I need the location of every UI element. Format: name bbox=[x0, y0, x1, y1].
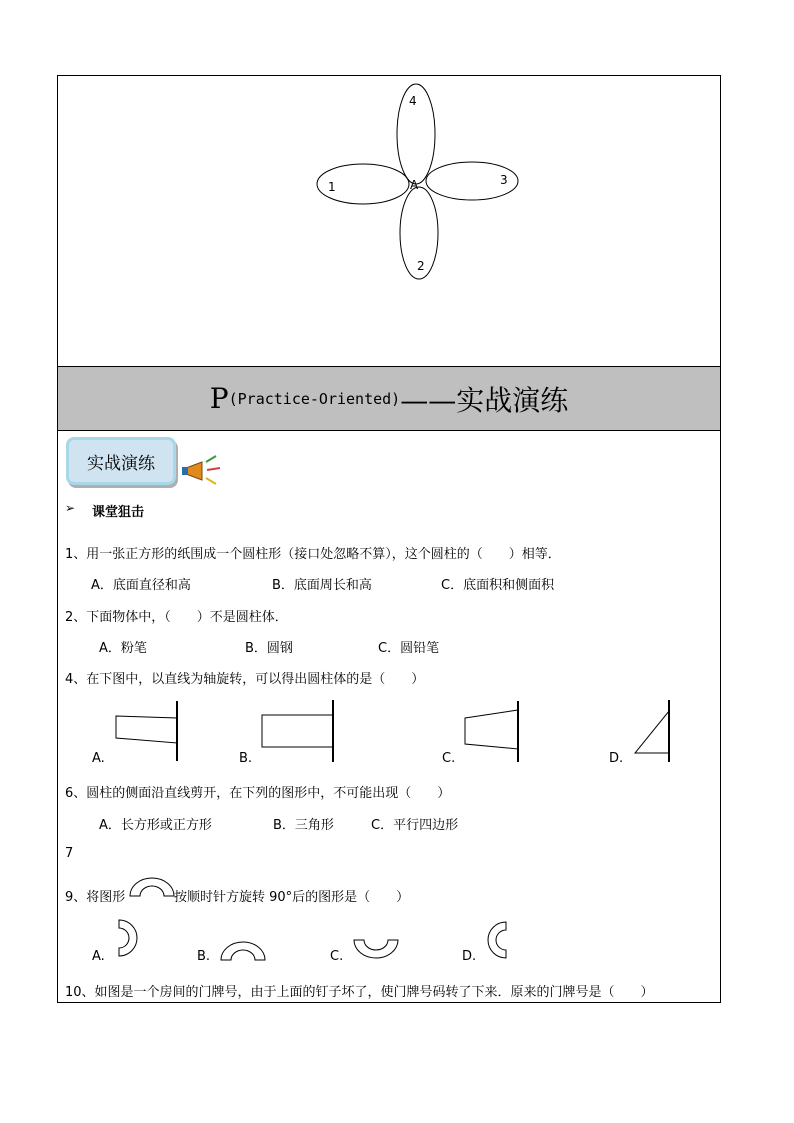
section-title: 课堂狙击 bbox=[92, 505, 145, 520]
q9-option-b: B. bbox=[197, 949, 211, 964]
q4-figure-c bbox=[465, 701, 518, 762]
petal-label-3: 3 bbox=[500, 173, 508, 187]
banner-subtitle: (Practice-Oriented) bbox=[228, 389, 401, 408]
q4-option-a: A. bbox=[92, 751, 105, 766]
q1-option-c: C．底面积和侧面积 bbox=[441, 578, 555, 593]
q4-figure-a bbox=[116, 701, 177, 761]
q9-figure-c bbox=[354, 940, 398, 958]
q9-figures bbox=[58, 916, 720, 966]
petal-label-4: 4 bbox=[409, 94, 417, 108]
q9-arch-shape bbox=[128, 876, 176, 898]
q9-option-c: C. bbox=[330, 949, 344, 964]
q6-option-b: B．三角形 bbox=[273, 818, 334, 833]
q9-option-d: D. bbox=[462, 949, 477, 964]
q9-option-a: A. bbox=[92, 949, 105, 964]
question-7: 7 bbox=[65, 846, 74, 861]
question-4: 4、在下图中，以直线为轴旋转，可以得出圆柱体的是（ ） bbox=[65, 672, 425, 687]
petal-label-2: 2 bbox=[417, 259, 425, 273]
q1-option-b: B．底面周长和高 bbox=[272, 578, 372, 593]
q1-option-a: A．底面直径和高 bbox=[91, 578, 191, 593]
q4-figure-b bbox=[262, 700, 333, 762]
banner-title: ——实战演练 bbox=[400, 383, 569, 417]
q4-option-b: B. bbox=[239, 751, 253, 766]
question-1: 1、用一张正方形的纸围成一个圆柱形（接口处忽略不算），这个圆柱的（ ）相等． bbox=[65, 547, 561, 562]
q2-option-b: B．圆钢 bbox=[245, 641, 293, 656]
flower-center-label: A bbox=[410, 178, 419, 192]
q2-option-a: A．粉笔 bbox=[99, 641, 147, 656]
q9-figure-b bbox=[221, 942, 265, 960]
question-2: 2、下面物体中，（ ）不是圆柱体． bbox=[65, 610, 288, 625]
question-9-start: 9、将图形 bbox=[65, 890, 126, 905]
flower-diagram bbox=[58, 76, 720, 366]
q4-option-d: D. bbox=[609, 751, 624, 766]
q2-option-c: C．圆铅笔 bbox=[378, 641, 440, 656]
petal-label-1: 1 bbox=[328, 180, 336, 194]
q9-figure-a bbox=[119, 920, 137, 956]
question-9-end: 按顺时针方旋转 90°后的图形是（ ） bbox=[174, 890, 410, 905]
badge-label: 实战演练 bbox=[87, 453, 155, 474]
megaphone-icon bbox=[182, 454, 232, 490]
question-6: 6、圆柱的侧面沿直线剪开，在下列的图形中，不可能出现（ ） bbox=[65, 786, 451, 801]
practice-badge bbox=[66, 437, 176, 485]
banner-p: P bbox=[209, 382, 229, 415]
q9-figure-d bbox=[488, 922, 506, 958]
q6-option-a: A．长方形或正方形 bbox=[99, 818, 212, 833]
worksheet-frame bbox=[57, 75, 721, 1003]
divider-bottom bbox=[58, 430, 720, 431]
q4-option-c: C. bbox=[442, 751, 456, 766]
question-10: 10、如图是一个房间的门牌号，由于上面的钉子坏了，使门牌号码转了下来．原来的门牌号是（ ） bbox=[65, 985, 654, 1000]
q4-figure-d bbox=[635, 700, 669, 762]
section-arrow: ➢ bbox=[65, 501, 76, 515]
q6-option-c: C．平行四边形 bbox=[371, 818, 459, 833]
section-banner bbox=[58, 367, 720, 430]
